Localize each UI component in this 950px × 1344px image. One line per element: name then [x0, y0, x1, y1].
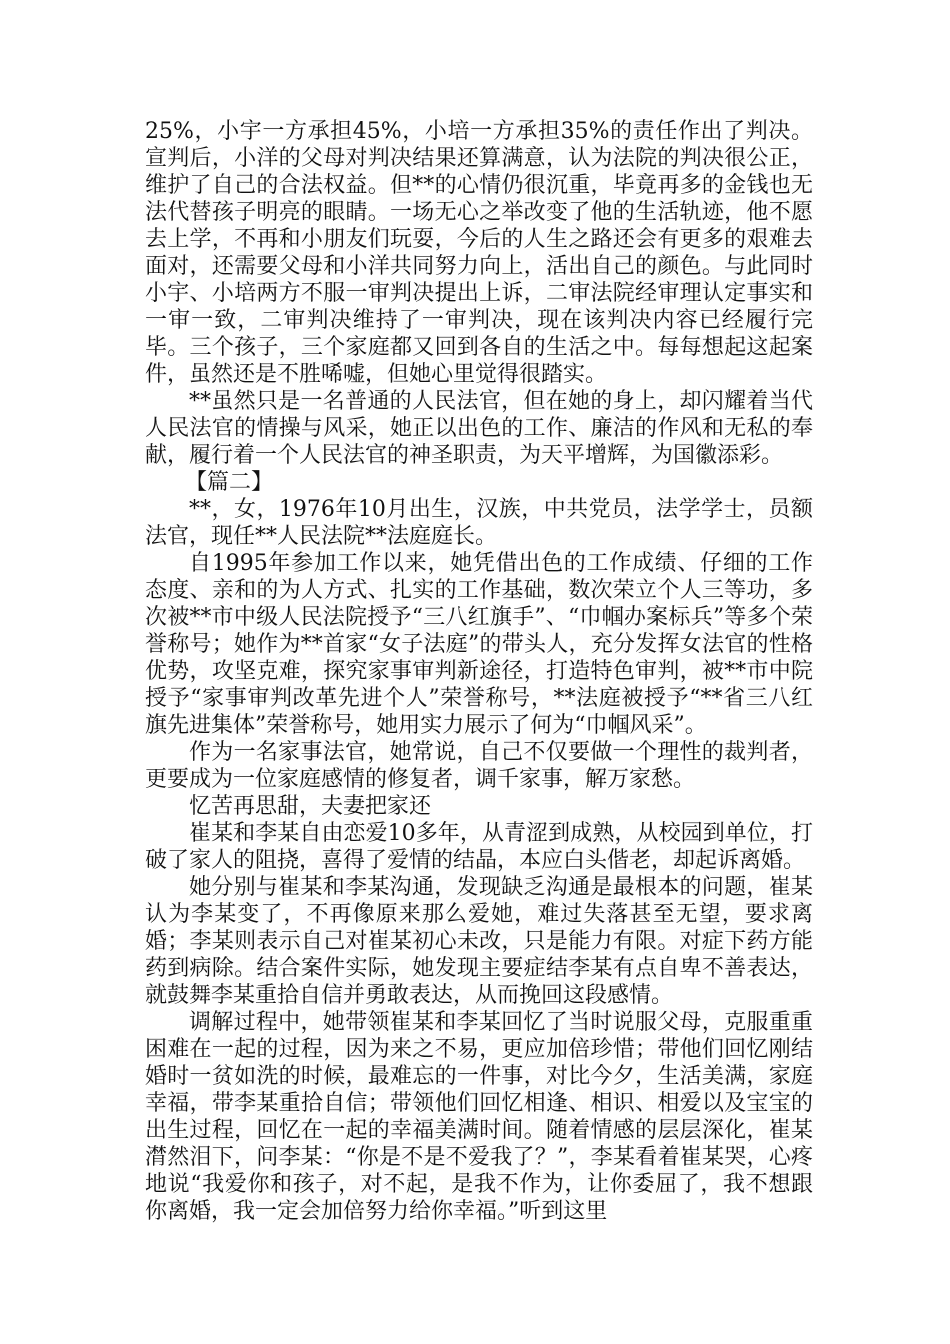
paragraph-verdict: 25%，小宇一方承担45%，小培一方承担35%的责任作出了判决。宣判后，小洋的父母对判决结果还算满意，认为法院的判决很公正，维护了自己的合法权益。但**的心情仍很沉重，毕竟再多的金钱也无法代替孩子明亮的眼睛。一场无心之举改变了他的生活轨迹，他不愿去上学，不再和小朋友们玩耍，今后的人生之路还会有更多的艰难去面对，还需要父母和小洋共同努力向上，活出自己的颜色。与此同时小宇、小培两方不服一审判决提出上诉，二审法院经审理认定事实和一审一致，二审判决维持了一审判决，现在该判决内容已经履行完毕。三个孩子，三个家庭都又回到各自的生活之中。每每想起这起案件，虽然还是不胜唏嘘，但她心里觉得很踏实。 [145, 119, 813, 387]
section-heading: 【篇二】 [185, 470, 274, 495]
paragraph-profile: **，女，1976年10月出生，汉族，中共党员，法学学士，员额法官，现任**人民法院**法庭庭长。 [145, 497, 813, 549]
paragraph-motto: 作为一名家事法官，她常说，自己不仅要做一个理性的裁判者，更要成为一位家庭感情的修复者，调千家事，解万家愁。 [145, 740, 813, 792]
paragraph-career: 自1995年参加工作以来，她凭借出色的工作成绩、仔细的工作态度、亲和的为人方式、扎实的工作基础，数次荣立个人三等功，多次被**市中级人民法院授予“三八红旗手”、“巾帼办案标兵”等多个荣誉称号；她作为**首家“女子法庭”的带头人，充分发挥女法官的性格优势，攻坚克难，探究家事审判新途径，打造特色审判，被**市中院授予“家事审判改革先进个人”荣誉称号，**法庭被授予“**省三八红旗先进集体”荣誉称号，她用实力展示了何为“巾帼风采”。 [145, 551, 813, 738]
paragraph-summary: **虽然只是一名普通的人民法官，但在她的身上，却闪耀着当代人民法官的情操与风采，她正以出色的工作、廉洁的作风和无私的奉献，履行着一个人民法官的神圣职责，为天平增辉，为国徽添彩。 [145, 389, 813, 468]
paragraph-mediation: 调解过程中，她带领崔某和李某回忆了当时说服父母，克服重重困难在一起的过程，因为来之不易，更应加倍珍惜；带他们回忆刚结婚时一贫如洗的时候，最难忘的一件事，对比今夕，生活美满，家庭幸福，带李某重拾自信；带领他们回忆相逢、相识、相爱以及宝宝的出生过程，回忆在一起的幸福美满时间。随着情感的层层深化，崔某潸然泪下，问李某：“你是不是不爱我了？”，李某看着崔某哭，心疼地说“我爱你和孩子，对不起，是我不作为，让你委屈了，我不想跟你离婚，我一定会加倍努力给你幸福。”听到这里 [145, 1010, 813, 1224]
paragraph-communication: 她分别与崔某和李某沟通，发现缺乏沟通是最根本的问题，崔某认为李某变了，不再像原来那么爱她，难过失落甚至无望，要求离婚；李某则表示自己对崔某初心未改，只是能力有限。对症下药方能药到病除。结合案件实际，她发现主要症结李某有点自卑不善表达，就鼓舞李某重拾自信并勇敢表达，从而挽回这段感情。 [145, 875, 813, 1008]
paragraph-case-intro: 崔某和李某自由恋爱10多年，从青涩到成熟，从校园到单位，打破了家人的阻挠，喜得了爱情的结晶，本应白头偕老，却起诉离婚。 [145, 821, 813, 873]
paragraph-subtitle: 忆苦再思甜，夫妻把家还 [189, 794, 432, 819]
document-page [145, 118, 813, 1225]
